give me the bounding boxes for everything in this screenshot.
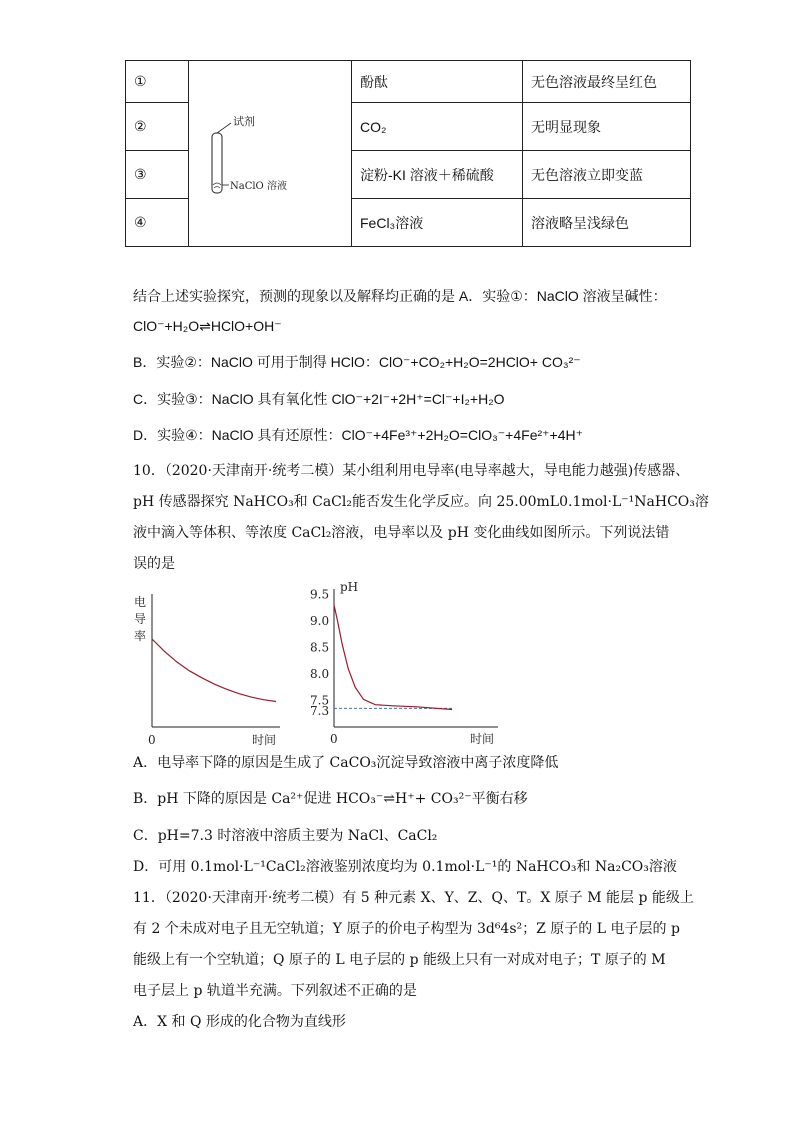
reagent-cell: 淀粉-KI 溶液＋稀硫酸 bbox=[352, 151, 523, 199]
reagent-cell: FeCl₃溶液 bbox=[352, 199, 523, 247]
q11-line-1: 11．（2020·天津南开·统考二模）有 5 种元素 X、Y、Z、Q、T。X 原子 M 能层 p 能级上 bbox=[133, 890, 694, 906]
naclo-label: NaClO 溶液 bbox=[230, 181, 287, 192]
x-axis-label: 时间 bbox=[470, 732, 495, 745]
q9-option-c: C．实验③：NaClO 具有氧化性 ClO⁻+2I⁻+2H⁺=Cl⁻+I₂+H₂O bbox=[133, 391, 505, 407]
q10-option-a: A．电导率下降的原因是生成了 CaCO₃沉淀导致溶液中离子浓度降低 bbox=[133, 755, 559, 771]
ph-chart bbox=[300, 575, 510, 745]
conductivity-curve bbox=[152, 639, 276, 702]
y-tick-labels bbox=[310, 587, 329, 718]
reagent-cell: CO₂ bbox=[352, 103, 523, 151]
conductivity-chart bbox=[130, 582, 280, 752]
solution-level bbox=[213, 183, 221, 185]
reagent-cell: 酚酞 bbox=[352, 61, 523, 103]
table-row bbox=[126, 61, 691, 103]
q9-option-d: D．实验④：NaClO 具有还原性：ClO⁻+4Fe³⁺+2H₂O=ClO₃⁻+4Fe²⁺+4H⁺ bbox=[133, 427, 583, 443]
row-number: ③ bbox=[126, 151, 189, 199]
q9-option-a-equation: ClO⁻+H₂O⇌HClO+OH⁻ bbox=[133, 318, 282, 334]
test-tube bbox=[212, 133, 222, 193]
x-axis-label: 时间 bbox=[252, 733, 277, 747]
experiment-table bbox=[125, 60, 691, 247]
row-number: ④ bbox=[126, 199, 189, 247]
q11-line-2: 有 2 个未成对电子且无空轨道；Y 原子的价电子构型为 3d⁶4s²；Z 原子的 L 电子层的 p bbox=[133, 921, 680, 937]
q10-option-c: C．pH=7.3 时溶液中溶质主要为 NaCl、CaCl₂ bbox=[133, 828, 438, 844]
phenomenon-cell: 无明显现象 bbox=[523, 103, 691, 151]
origin-label: 0 bbox=[330, 732, 338, 745]
q11-option-a: A．X 和 Q 形成的化合物为直线形 bbox=[133, 1014, 346, 1030]
row-number: ① bbox=[126, 61, 189, 103]
q10-stem-line-4: 误的是 bbox=[133, 556, 175, 572]
q9-stem: 结合上述实验探究，预测的现象以及解释均正确的是 A．实验①：NaClO 溶液呈碱性： bbox=[133, 288, 667, 304]
ph-curve bbox=[334, 605, 452, 710]
q10-stem-line-1: 10．（2020·天津南开·统考二模）某小组利用电导率(电导率越大，导电能力越强)传感器、 bbox=[133, 463, 690, 479]
test-tube-diagram bbox=[197, 61, 327, 241]
apparatus-cell bbox=[189, 61, 352, 247]
y-tick-label: 7.3 bbox=[310, 704, 330, 719]
y-axis-label: pH bbox=[340, 580, 359, 594]
q9-option-b: B．实验②：NaClO 可用于制得 HClO：ClO⁻+CO₂+H₂O=2HClO+ CO₃²⁻ bbox=[133, 354, 581, 370]
y-tick-label: 7.5 bbox=[310, 693, 330, 708]
q10-stem-line-3: 液中滴入等体积、等浓度 CaCl₂溶液，电导率以及 pH 变化曲线如图所示。下列说法错 bbox=[133, 525, 670, 541]
q11-line-4: 电子层上 p 轨道半充满。下列叙述不正确的是 bbox=[133, 983, 417, 999]
q10-stem-line-2: pH 传感器探究 NaHCO₃和 CaCl₂能否发生化学反应。向 25.00mL0.1mol·L⁻¹NaHCO₃溶 bbox=[133, 494, 709, 510]
y-tick-label: 9.5 bbox=[310, 587, 330, 602]
y-tick-label: 8.5 bbox=[310, 640, 330, 655]
y-axis-label: 电导率 bbox=[134, 595, 147, 643]
q10-option-b: B．pH 下降的原因是 Ca²⁺促进 HCO₃⁻⇌H⁺+ CO₃²⁻平衡右移 bbox=[133, 791, 528, 807]
q10-option-d: D．可用 0.1mol·L⁻¹CaCl₂溶液鉴别浓度均为 0.1mol·L⁻¹的 NaHCO₃和 Na₂CO₃溶液 bbox=[133, 859, 677, 875]
reagent-label: 试剂 bbox=[233, 115, 255, 128]
row-number: ② bbox=[126, 103, 189, 151]
q11-line-3: 能级上有一个空轨道；Q 原子的 L 电子层的 p 能级上只有一对成对电子；T 原子的 M bbox=[133, 952, 666, 968]
phenomenon-cell: 无色溶液立即变蓝 bbox=[523, 151, 691, 199]
y-tick-label: 9.0 bbox=[310, 613, 330, 628]
leader-line-top bbox=[217, 123, 231, 133]
phenomenon-cell: 无色溶液最终呈红色 bbox=[523, 61, 691, 103]
phenomenon-cell: 溶液略呈浅绿色 bbox=[523, 199, 691, 247]
y-tick-label: 8.0 bbox=[310, 666, 330, 681]
origin-label: 0 bbox=[148, 733, 156, 747]
